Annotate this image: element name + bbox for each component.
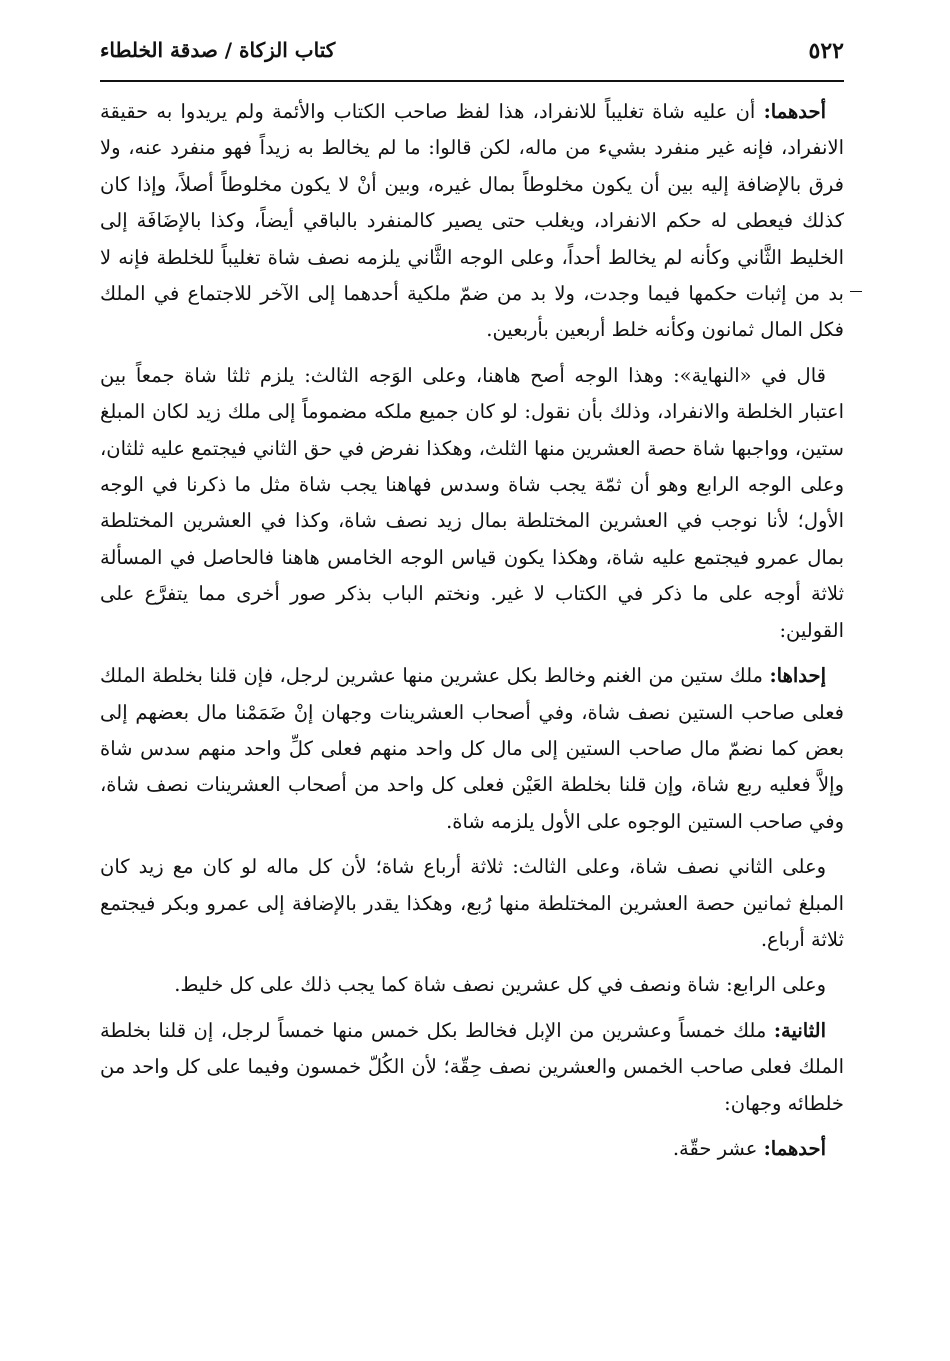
- paragraph-lead: أحدهما:: [763, 1136, 826, 1160]
- paragraph-lead: إحداها:: [769, 664, 826, 688]
- header-rule: [100, 80, 844, 82]
- paragraph-text: ملك ستين من الغنم وخالط بكل عشرين منها عشرين لرجل، فإن قلنا بخلطة الملك فعلى صاحب الستين نصف شاة، وفي أصحاب العشرينات وجهان إنْ ضَمَمْنا مال بعضهم إلى بعض كما نضمّ مال صاحب الستين إلى مال كل واحد منهم فعلى كلِّ واحد منهم سدس شاة وإلاَّ فعليه ربع شاة، وإن قلنا بخلطة العَيْن فعلى كل واحد من أصحاب العشرينات نصف شاة، وفي صاحب الستين الوجوه على الأول يلزمه شاة.: [100, 664, 844, 833]
- margin-mark: [850, 291, 862, 292]
- paragraph-text: أن عليه شاة تغليباً للانفراد، هذا لفظ صاحب الكتاب والأئمة ولم يريدوا به حقيقة الانفراد، فإنه غير منفرد بشيء من ماله، لكن قالوا: ما لم يخالط به زيداً فهو منفرد عنه، ولا فرق بالإضافة إليه بين أن يكون مخلوطاً بمال غيره، وبين أنْ لا يكون مخلوطاً أصلاً، وإذا كان كذلك فيعطى له حكم الانفراد، ويغلب حتى يصير كالمنفرد بالباقي أيضاً، وكذا بالإضَافَة إلى الخليط الثَّاني وكأنه لم يخالط أحداً، وعلى الوجه الثَّاني يلزمه نصف شاة تغليباً للخلطة فإنه لا بد من إثبات حكمها فيما وجدت، ولا بد من ضمّ ملكية أحدهما إلى الآخر للاجتماع في الملك فكل المال ثمانون وكأنه خلط أربعين بأربعين.: [100, 100, 844, 342]
- main-text: [100, 94, 844, 1167]
- paragraph-6: [100, 1013, 844, 1122]
- paragraph-lead: الثانية:: [773, 1018, 826, 1042]
- paragraph-text: عشر حقّة.: [672, 1136, 764, 1160]
- running-title: كتاب الزكاة / صدقة الخلطاء: [100, 38, 336, 62]
- paragraph-text: قال في «النهاية»: وهذا الوجه أصح هاهنا، وعلى الوَجه الثالث: يلزم ثلثا شاة جمعاً بين اعتبار الخلطة والانفراد، وذلك بأن نقول: لو كان جميع ملكه مضموماً إلى ملك زيد لكان المبلغ ستين، وواجبها شاة حصة العشرين منها الثلث، وهكذا نفرض في حق الثاني فيجتمع عليه ثلثان، وعلى الوجه الرابع وهو أن ثمّة يجب شاة وسدس فهاهنا يجب شاة مثل ما ذكرنا في الوجه الأول؛ لأنا نوجب في العشرين المختلطة بمال زيد نصف شاة، وكذا في العشرين المختلطة بمال عمرو فيجتمع عليه شاة، وهكذا يكون قياس الوجه الخامس هاهنا فالحاصل في المسألة ثلاثة أوجه على ما ذكر في الكتاب لا غير. ونختم الباب بذكر صور أخرى مما يتفرَّع على القولين:: [100, 363, 844, 642]
- paragraph-4: [100, 849, 844, 958]
- paragraph-text: وعلى الرابع: شاة ونصف في كل عشرين نصف شاة كما يجب ذلك على كل خليط.: [174, 973, 826, 997]
- paragraph-text: ملك خمساً وعشرين من الإبل فخالط بكل خمس منها خمساً لرجل، إن قلنا بخلطة الملك فعلى صاحب الخمس والعشرين نصف حِقّة؛ لأن الكُلّ خمسون وفيما على كل واحد من خلطائه وجهان:: [100, 1018, 844, 1115]
- paragraph-lead: أحدهما:: [763, 100, 826, 123]
- paragraph-3: [100, 658, 844, 840]
- page-number: ٥٢٢: [808, 38, 844, 64]
- paragraph-5: [100, 967, 844, 1003]
- page-header: [100, 38, 844, 74]
- paragraph-text: وعلى الثاني نصف شاة، وعلى الثالث: ثلاثة أرباع شاة؛ لأن كل ماله لو كان مع زيد كان المبلغ ثمانين حصة العشرين المختلطة منها رُبع، وهكذا يقدر بالإضافة إلى عمرو وبكر فيجتمع ثلاثة أرباع.: [100, 855, 844, 951]
- paragraph-1: [100, 94, 844, 349]
- paragraph-7: [100, 1131, 844, 1167]
- paragraph-2: [100, 358, 844, 649]
